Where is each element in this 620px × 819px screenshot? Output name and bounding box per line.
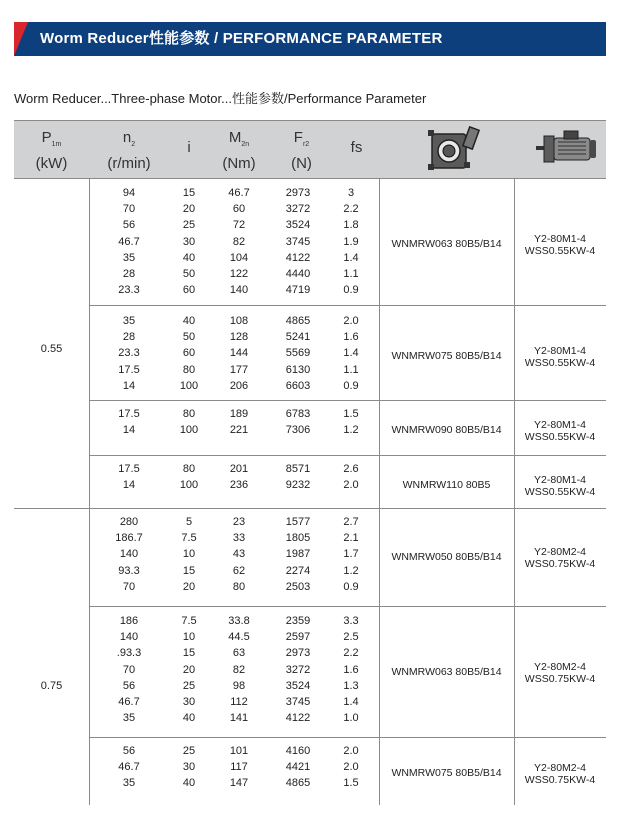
motor-power: WSS0.55KW-4 [524, 431, 596, 443]
service-factor-cell: 1.1 [343, 267, 359, 280]
reducer-model: WNMRW090 80B5/B14 [391, 424, 502, 436]
ratio-cell: 50 [182, 267, 196, 280]
ratio-cell: 50 [182, 331, 196, 344]
ratio-cell: 10 [182, 548, 196, 561]
speed-column [109, 406, 149, 438]
service-factor-cell: 2.0 [343, 761, 359, 774]
service-factor-column [334, 514, 368, 595]
speed-cell: 14 [122, 424, 136, 437]
banner-accent [14, 22, 28, 56]
service-factor-cell: 0.9 [343, 284, 359, 297]
ratio-cell: 15 [182, 564, 196, 577]
service-factor-column [334, 613, 368, 726]
radial-load-cell: 6603 [285, 379, 311, 392]
speed-cell: 14 [122, 479, 136, 492]
speed-column [109, 613, 149, 726]
header-power: $P_{1m}$ (kW) [35, 129, 68, 172]
radial-load-cell: 2973 [285, 187, 311, 199]
speed-cell: 35 [122, 315, 136, 327]
speed-column [109, 185, 149, 298]
radial-load-cell: 3272 [285, 203, 311, 216]
service-factor-column [334, 185, 368, 298]
speed-column [109, 514, 149, 595]
speed-cell: 28 [122, 331, 136, 344]
speed-cell: 56 [122, 679, 136, 692]
motor-cell [514, 233, 606, 257]
service-factor-cell: 1.5 [343, 408, 359, 420]
torque-column [219, 514, 259, 595]
ratio-cell: 80 [182, 363, 196, 376]
row-divider [89, 455, 606, 456]
ratio-cell: 100 [179, 424, 199, 437]
service-factor-cell: 1.5 [343, 777, 359, 790]
radial-load-cell: 3272 [285, 663, 311, 676]
service-factor-cell: 2.0 [343, 745, 359, 757]
speed-cell: 23.3 [118, 284, 140, 297]
torque-cell: 60 [232, 203, 246, 216]
service-factor-cell: 1.7 [343, 548, 359, 561]
ratio-cell: 40 [182, 315, 196, 327]
speed-cell: 17.5 [118, 463, 140, 475]
service-factor-cell: 1.4 [343, 695, 359, 708]
ratio-cell: 25 [182, 219, 196, 232]
radial-load-cell: 6783 [285, 408, 311, 420]
torque-cell: 82 [232, 235, 246, 248]
torque-cell: 189 [229, 408, 249, 420]
radial-load-column [276, 406, 320, 438]
row-divider [89, 737, 606, 738]
torque-column [219, 743, 259, 792]
torque-cell: 33 [232, 532, 246, 545]
service-factor-cell: 1.6 [343, 331, 359, 344]
table-border-top [14, 120, 606, 121]
torque-cell: 236 [229, 479, 249, 492]
motor-cell [514, 546, 606, 570]
ratio-cell: 25 [182, 745, 196, 757]
service-factor-cell: 3.3 [343, 615, 359, 627]
radial-load-column [276, 743, 320, 792]
service-factor-column [334, 461, 368, 493]
service-factor-cell: 0.9 [343, 379, 359, 392]
motor-cell [514, 762, 606, 786]
motor-power: WSS0.75KW-4 [524, 558, 596, 570]
radial-load-cell: 4421 [285, 761, 311, 774]
header-speed: $n_2$ (r/min) [107, 129, 151, 172]
ratio-cell: 40 [182, 777, 196, 790]
speed-cell: 14 [122, 379, 136, 392]
performance-table [14, 120, 606, 805]
radial-load-cell: 4160 [285, 745, 311, 757]
radial-load-cell: 4719 [285, 284, 311, 297]
ratio-cell: 20 [182, 580, 196, 593]
ratio-cell: 30 [182, 761, 196, 774]
reducer-model: WNMRW050 80B5/B14 [391, 551, 502, 563]
radial-load-cell: 2359 [285, 615, 311, 627]
power-value: 0.75 [40, 680, 63, 692]
speed-cell: 17.5 [118, 363, 140, 376]
radial-load-cell: 2597 [285, 631, 311, 644]
title-banner [14, 22, 606, 56]
radial-load-cell: 5241 [285, 331, 311, 344]
speed-cell: 186 [119, 615, 139, 627]
motor-power: WSS0.55KW-4 [524, 245, 596, 257]
service-factor-column [334, 406, 368, 438]
radial-load-column [276, 185, 320, 298]
torque-cell: 206 [229, 379, 249, 392]
torque-cell: 101 [229, 745, 249, 757]
service-factor-cell: 2.1 [343, 532, 359, 545]
torque-cell: 117 [230, 761, 248, 774]
ratio-column [172, 613, 206, 726]
radial-load-cell: 7306 [285, 424, 311, 437]
row-divider [89, 606, 606, 607]
speed-cell: 94 [122, 187, 136, 199]
service-factor-cell: 3 [347, 187, 355, 199]
reducer-model: WNMRW075 80B5/B14 [391, 767, 502, 779]
speed-cell: 56 [122, 219, 136, 232]
speed-cell: 46.7 [118, 235, 140, 248]
motor-power: WSS0.55KW-4 [524, 486, 596, 498]
service-factor-cell: 1.2 [343, 564, 359, 577]
speed-cell: 56 [122, 745, 136, 757]
service-factor-cell: 1.4 [343, 347, 359, 360]
speed-cell: 46.7 [118, 761, 140, 774]
ratio-cell: 80 [182, 463, 196, 475]
service-factor-cell: 1.3 [343, 679, 359, 692]
column-divider [379, 178, 380, 805]
motor-model: Y2-80M1-4 [534, 419, 586, 431]
motor-power: WSS0.55KW-4 [524, 357, 596, 369]
motor-cell [514, 345, 606, 369]
torque-cell: 122 [229, 267, 249, 280]
speed-cell: 186.7 [115, 532, 143, 545]
radial-load-cell: 1987 [285, 548, 311, 561]
radial-load-cell: 2274 [285, 564, 311, 577]
speed-cell: 46.7 [118, 695, 140, 708]
torque-cell: 46.7 [228, 187, 250, 199]
header-torque: $M_{2n}$ (Nm) [222, 129, 256, 172]
motor-power: WSS0.75KW-4 [524, 774, 596, 786]
speed-cell: 70 [122, 203, 136, 216]
speed-cell: 23.3 [118, 347, 140, 360]
speed-cell: 140 [119, 548, 139, 561]
service-factor-cell: 1.4 [343, 251, 359, 264]
motor-model: Y2-80M2-4 [534, 762, 586, 774]
ratio-cell: 100 [179, 379, 199, 392]
ratio-cell: 20 [182, 663, 196, 676]
radial-load-column [276, 313, 320, 394]
radial-load-cell: 9232 [285, 479, 311, 492]
header-service-factor: fs [350, 139, 363, 156]
header-radial-load: $F_{r2}$ (N) [291, 129, 312, 172]
radial-load-cell: 8571 [285, 463, 311, 475]
power-value: 0.55 [40, 343, 63, 355]
torque-cell: 43 [232, 548, 246, 561]
reducer-model: WNMRW110 80B5 [402, 479, 491, 491]
motor-cell [514, 419, 606, 443]
ratio-cell: 10 [182, 631, 196, 644]
radial-load-cell: 4122 [285, 251, 311, 264]
motor-power: WSS0.75KW-4 [524, 673, 596, 685]
torque-cell: 221 [229, 424, 249, 437]
speed-cell: 93.3 [118, 564, 140, 577]
ratio-cell: 15 [182, 647, 196, 660]
motor-cell [514, 661, 606, 685]
ratio-cell: 25 [182, 679, 196, 692]
service-factor-cell: 1.0 [343, 712, 359, 725]
torque-column [219, 185, 259, 298]
row-divider [89, 305, 606, 306]
ratio-column [172, 514, 206, 595]
radial-load-cell: 4865 [285, 315, 311, 327]
radial-load-cell: 1805 [285, 532, 311, 545]
radial-load-cell: 1577 [285, 516, 311, 528]
ratio-cell: 40 [182, 251, 196, 264]
ratio-cell: 20 [182, 203, 196, 216]
radial-load-cell: 3745 [285, 235, 311, 248]
service-factor-cell: 2.0 [343, 315, 359, 327]
speed-cell: 70 [122, 663, 136, 676]
torque-cell: 82 [232, 663, 246, 676]
ratio-cell: 80 [182, 408, 196, 420]
ratio-cell: 40 [182, 712, 196, 725]
ratio-column [172, 406, 206, 438]
service-factor-cell: 1.9 [343, 235, 359, 248]
torque-cell: 80 [232, 580, 246, 593]
speed-cell: 280 [119, 516, 139, 528]
reducer-model: WNMRW063 80B5/B14 [391, 666, 502, 678]
electric-motor-icon [534, 130, 600, 168]
service-factor-cell: 1.2 [343, 424, 359, 437]
page-title: Worm Reducer性能参数 / PERFORMANCE PARAMETER [40, 30, 443, 47]
speed-cell: 28 [122, 267, 136, 280]
table-caption: Worm Reducer...Three-phase Motor...性能参数/Performance Parameter [14, 91, 427, 106]
service-factor-cell: 2.2 [343, 203, 359, 216]
speed-cell: .93.3 [116, 647, 142, 660]
speed-cell: 35 [122, 251, 136, 264]
ratio-column [172, 743, 206, 792]
radial-load-cell: 3524 [285, 679, 311, 692]
torque-cell: 104 [229, 251, 249, 264]
motor-model: Y2-80M2-4 [534, 661, 586, 673]
service-factor-column [334, 313, 368, 394]
motor-cell [514, 474, 606, 498]
radial-load-cell: 2503 [285, 580, 311, 593]
speed-cell: 35 [122, 712, 136, 725]
speed-column [109, 313, 149, 394]
torque-cell: 63 [232, 647, 246, 660]
ratio-cell: 15 [182, 187, 196, 199]
service-factor-cell: 2.6 [343, 463, 359, 475]
torque-cell: 98 [232, 679, 246, 692]
motor-model: Y2-80M1-4 [534, 233, 586, 245]
ratio-column [172, 313, 206, 394]
table-header [14, 120, 606, 178]
speed-column [109, 461, 149, 493]
ratio-column [172, 461, 206, 493]
service-factor-column [334, 743, 368, 792]
torque-cell: 112 [230, 695, 248, 708]
torque-cell: 128 [229, 331, 249, 344]
torque-cell: 108 [229, 315, 249, 327]
header-divider [14, 178, 606, 179]
torque-cell: 33.8 [228, 615, 250, 627]
radial-load-column [276, 613, 320, 726]
motor-model: Y2-80M1-4 [534, 345, 586, 357]
header-ratio: i [187, 139, 191, 156]
speed-cell: 17.5 [118, 408, 140, 420]
radial-load-cell: 3745 [285, 695, 311, 708]
torque-column [219, 613, 259, 726]
ratio-cell: 60 [182, 284, 196, 297]
torque-cell: 72 [232, 219, 246, 232]
power-group-divider [14, 508, 606, 509]
reducer-model: WNMRW063 80B5/B14 [391, 238, 502, 250]
ratio-cell: 30 [182, 695, 196, 708]
torque-cell: 144 [229, 347, 249, 360]
torque-column [219, 461, 259, 493]
torque-cell: 44.5 [228, 631, 250, 644]
ratio-cell: 100 [179, 479, 199, 492]
radial-load-column [276, 514, 320, 595]
radial-load-cell: 4865 [285, 777, 311, 790]
torque-column [219, 406, 259, 438]
torque-cell: 141 [229, 712, 249, 725]
column-divider [89, 178, 90, 805]
service-factor-cell: 1.6 [343, 663, 359, 676]
motor-model: Y2-80M1-4 [534, 474, 586, 486]
radial-load-cell: 6130 [285, 363, 311, 376]
ratio-cell: 60 [182, 347, 196, 360]
motor-model: Y2-80M2-4 [534, 546, 586, 558]
torque-column [219, 313, 259, 394]
speed-cell: 70 [122, 580, 136, 593]
ratio-cell: 7.5 [181, 532, 197, 545]
ratio-cell: 5 [185, 516, 193, 528]
radial-load-column [276, 461, 320, 493]
ratio-cell: 7.5 [181, 615, 197, 627]
service-factor-cell: 1.8 [343, 219, 359, 232]
service-factor-cell: 2.2 [343, 647, 359, 660]
service-factor-cell: 2.5 [343, 631, 359, 644]
torque-cell: 147 [229, 777, 249, 790]
speed-column [109, 743, 149, 792]
speed-cell: 140 [119, 631, 139, 644]
speed-cell: 35 [122, 777, 136, 790]
radial-load-cell: 3524 [285, 219, 311, 232]
service-factor-cell: 2.0 [343, 479, 359, 492]
torque-cell: 23 [232, 516, 246, 528]
ratio-column [172, 185, 206, 298]
torque-cell: 62 [232, 564, 246, 577]
service-factor-cell: 2.7 [343, 516, 359, 528]
row-divider [89, 400, 606, 401]
radial-load-cell: 5569 [285, 347, 311, 360]
torque-cell: 201 [229, 463, 249, 475]
reducer-model: WNMRW075 80B5/B14 [391, 350, 502, 362]
ratio-cell: 30 [182, 235, 196, 248]
radial-load-cell: 4440 [285, 267, 311, 280]
service-factor-cell: 0.9 [343, 580, 359, 593]
radial-load-cell: 2973 [285, 647, 311, 660]
torque-cell: 140 [229, 284, 249, 297]
service-factor-cell: 1.1 [343, 363, 359, 376]
torque-cell: 177 [229, 363, 249, 376]
radial-load-cell: 4122 [285, 712, 311, 725]
worm-reducer-icon [424, 126, 480, 172]
